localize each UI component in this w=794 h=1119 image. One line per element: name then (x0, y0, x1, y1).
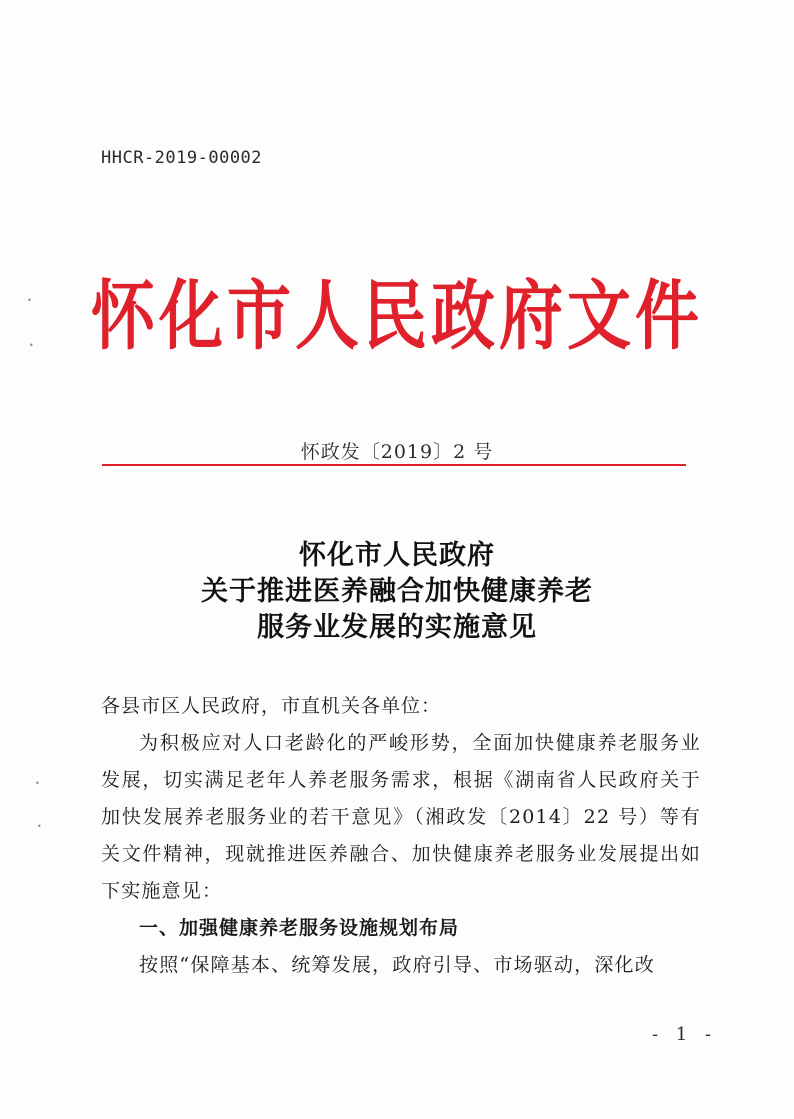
red-separator-line (102, 464, 686, 466)
document-title (0, 538, 794, 646)
scan-speck: • (37, 822, 42, 831)
title-line: 服务业发展的实施意见 (257, 612, 537, 643)
title-line: 关于推进医养融合加快健康养老 (201, 576, 593, 607)
document-number: 怀政发〔2019〕2 号 (300, 441, 494, 463)
document-body (101, 688, 701, 984)
page-number: - 1 - (652, 1024, 718, 1045)
scan-speck: • (27, 296, 32, 305)
paragraph: 为积极应对人口老龄化的严峻形势，全面加快健康养老服务业发展，切实满足老年人养老服务需求，根据《湖南省人民政府关于加快发展养老服务业的若干意见》（湘政发〔2014〕22 号）等有关文件精神，现就推进医养融合、加快健康养老服务业发展提出如下实施意见： (101, 732, 701, 902)
scan-speck: • (29, 341, 34, 350)
salutation: 各县市区人民政府，市直机关各单位： (101, 695, 442, 717)
document-code: HHCR-2019-00002 (101, 148, 263, 168)
issuer-header: 怀化市人民政府文件 (91, 273, 703, 362)
scan-speck: • (35, 779, 40, 788)
section-heading: 一、加强健康养老服务设施规划布局 (139, 917, 460, 939)
paragraph: 按照“保障基本、统筹发展，政府引导、市场驱动，深化改 (139, 954, 655, 976)
title-line: 怀化市人民政府 (299, 540, 495, 571)
